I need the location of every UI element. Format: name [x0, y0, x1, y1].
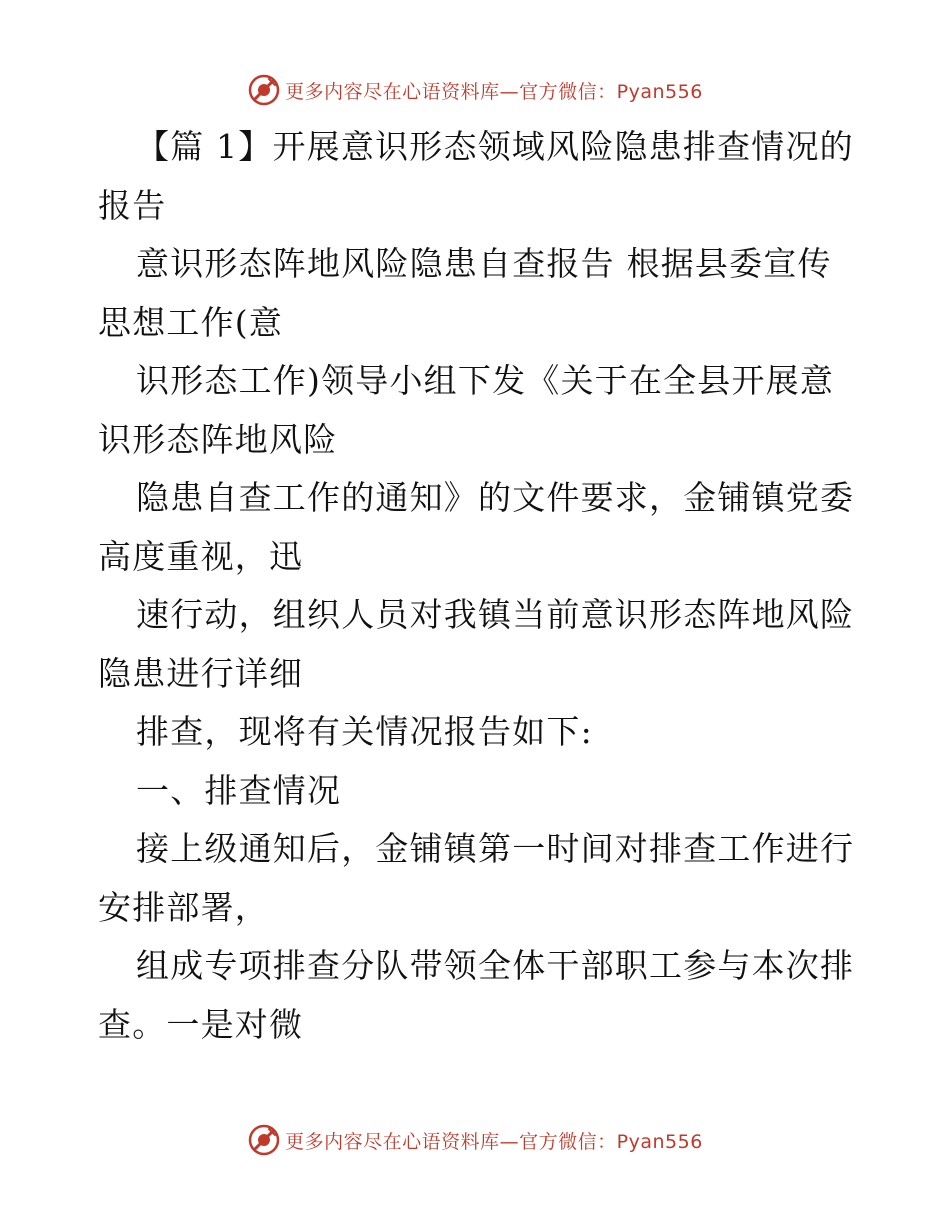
paragraph: 组成专项排查分队带领全体干部职工参与本次排查。一是对微 — [98, 946, 855, 1044]
paragraph: 隐患自查工作的通知》的文件要求，金铺镇党委高度重视，迅 — [98, 478, 855, 576]
section-heading: 一、排查情况 — [136, 770, 342, 810]
document-title: 【篇 1】开展意识形态领域风险隐患排查情况的报告 — [98, 127, 854, 225]
brand-logo-icon — [247, 73, 281, 107]
paragraph: 速行动，组织人员对我镇当前意识形态阵地风险隐患进行详细 — [98, 595, 855, 693]
document-body — [98, 118, 858, 1054]
header-banner — [0, 70, 950, 110]
paragraph: 意识形态阵地风险隐患自查报告 根据县委宣传思想工作(意 — [98, 244, 832, 342]
paragraph: 排查，现将有关情况报告如下: — [136, 712, 593, 751]
paragraph: 接上级通知后，金铺镇第一时间对排查工作进行安排部署， — [98, 829, 855, 927]
brand-logo-icon — [247, 1123, 281, 1157]
paragraph: 识形态工作)领导小组下发《关于在全县开展意识形态阵地风险 — [98, 361, 835, 459]
footer-banner — [0, 1120, 950, 1160]
banner-text: 更多内容尽在心语资料库—官方微信：Pyan556 — [285, 80, 703, 103]
banner-text: 更多内容尽在心语资料库—官方微信：Pyan556 — [285, 1130, 703, 1153]
